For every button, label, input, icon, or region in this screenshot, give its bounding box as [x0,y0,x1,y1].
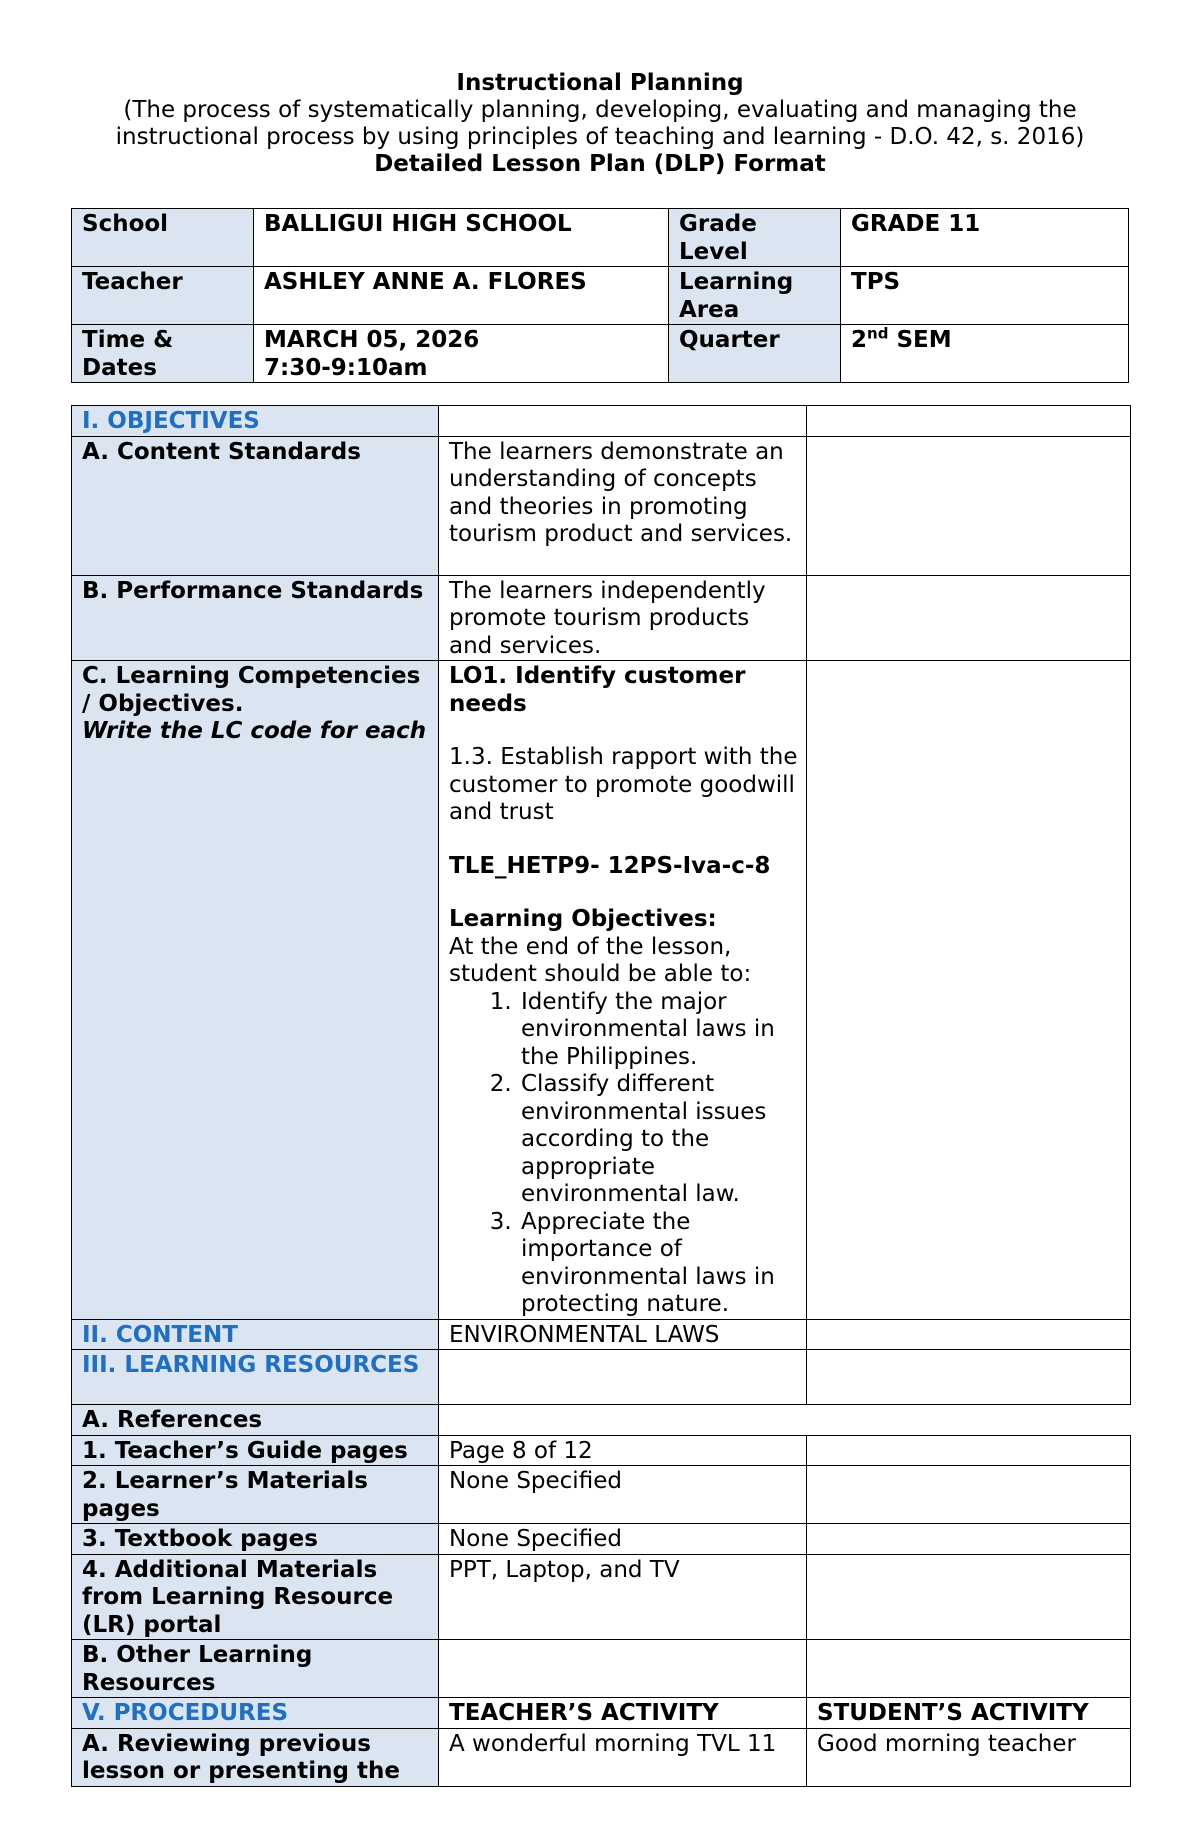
quarter-number: 2 [851,327,868,353]
reviewing-student-activity: Good morning teacher [807,1728,1131,1786]
learners-materials-cell-3 [807,1466,1131,1524]
teacher-label: Teacher [72,267,254,325]
objectives-heading: I. OBJECTIVES [72,406,439,437]
other-resources-cell-3 [807,1640,1131,1698]
references-label: A. References [72,1405,439,1436]
learners-materials-label: 2. Learner’s Materials pages [72,1466,439,1524]
performance-standards-cell-3 [807,575,1131,661]
performance-standards-label: B. Performance Standards [72,575,439,661]
quarter-rest: SEM [888,327,952,353]
date-value: MARCH 05, 2026 [264,327,480,353]
content-standards-value: The learners demonstrate an understanding of concepts and theories in promoting tourism product and services. [439,436,807,575]
lesson-plan-table [71,405,1131,1787]
learning-objectives-list [449,989,798,1319]
procedures-heading: V. PROCEDURES [72,1698,439,1729]
learning-objectives-heading: Learning Objectives: [449,906,717,932]
learning-resources-cell-3 [807,1350,1131,1405]
doc-format: Detailed Lesson Plan (DLP) Format [374,151,826,177]
lo1-heading: LO1. Identify customer needs [449,663,746,717]
competencies-label-cell [72,661,439,1320]
teachers-guide-cell-3 [807,1435,1131,1466]
other-resources-label: B. Other Learning Resources [72,1640,439,1698]
learning-resources-heading: III. LEARNING RESOURCES [72,1350,439,1405]
competencies-cell-3 [807,661,1131,1320]
learning-resources-cell-2 [439,1350,807,1405]
reviewing-label: A. Reviewing previous lesson or presenting the [72,1728,439,1786]
other-resources-cell-2 [439,1640,807,1698]
time-dates-label: Time & Dates [72,325,254,383]
list-item: 1. Identify the major environmental laws in the Philippines. [519,989,798,1072]
grade-label: Grade Level [669,209,841,267]
content-heading: II. CONTENT [72,1319,439,1350]
doc-subtitle-line1: (The process of systematically planning, developing, evaluating and managing the [123,97,1077,123]
reviewing-teacher-activity: A wonderful morning TVL 11 [439,1728,807,1786]
time-value: 7:30-9:10am [264,354,428,381]
content-standards-cell-3 [807,436,1131,575]
quarter-suffix: nd [867,324,889,343]
grade-value: GRADE 11 [841,209,1129,267]
textbook-label: 3. Textbook pages [72,1524,439,1555]
content-standards-label: A. Content Standards [72,436,439,575]
learning-area-label: Learning Area [669,267,841,325]
quarter-value [841,325,1129,383]
teachers-guide-value: Page 8 of 12 [439,1435,807,1466]
teacher-activity-heading: TEACHER’S ACTIVITY [439,1698,807,1729]
additional-materials-cell-3 [807,1554,1131,1640]
competencies-label: C. Learning Competencies / Objectives. [82,663,421,717]
performance-standards-value: The learners independently promote tourism products and services. [439,575,807,661]
content-cell-3 [807,1319,1131,1350]
objectives-cell-2 [439,406,807,437]
list-item: 2. Classify different environmental issues according to the appropriate environmental law. [519,1071,798,1209]
school-info-table [71,208,1129,383]
content-value: ENVIRONMENTAL LAWS [439,1319,807,1350]
teacher-value: ASHLEY ANNE A. FLORES [254,267,669,325]
learning-area-value: TPS [841,267,1129,325]
objectives-cell-3 [807,406,1131,437]
learning-objectives-intro: At the end of the lesson, student should be able to: [449,933,752,987]
quarter-label: Quarter [669,325,841,383]
list-item: 3. Appreciate the importance of environmental laws in protecting nature. [519,1209,798,1319]
textbook-value: None Specified [439,1524,807,1555]
competencies-note: Write the LC code for each [82,718,427,744]
school-label: School [72,209,254,267]
references-blank [439,1405,1131,1436]
school-value: BALLIGUI HIGH SCHOOL [254,209,669,267]
learners-materials-value: None Specified [439,1466,807,1524]
doc-subtitle-line2: instructional process by using principles of teaching and learning - D.O. 42, s. 2016) [115,124,1085,150]
time-dates-value [254,325,669,383]
doc-title: Instructional Planning [456,70,744,96]
lo-detail: 1.3. Establish rapport with the customer to promote goodwill and trust [449,744,798,825]
additional-materials-value: PPT, Laptop, and TV [439,1554,807,1640]
lc-code: TLE_HETP9- 12PS-Iva-c-8 [449,852,771,879]
competencies-value-cell [439,661,807,1320]
teachers-guide-label: 1. Teacher’s Guide pages [72,1435,439,1466]
textbook-cell-3 [807,1524,1131,1555]
student-activity-heading: STUDENT’S ACTIVITY [807,1698,1131,1729]
additional-materials-label: 4. Additional Materials from Learning Resource (LR) portal [72,1554,439,1640]
document-header [70,70,1130,178]
